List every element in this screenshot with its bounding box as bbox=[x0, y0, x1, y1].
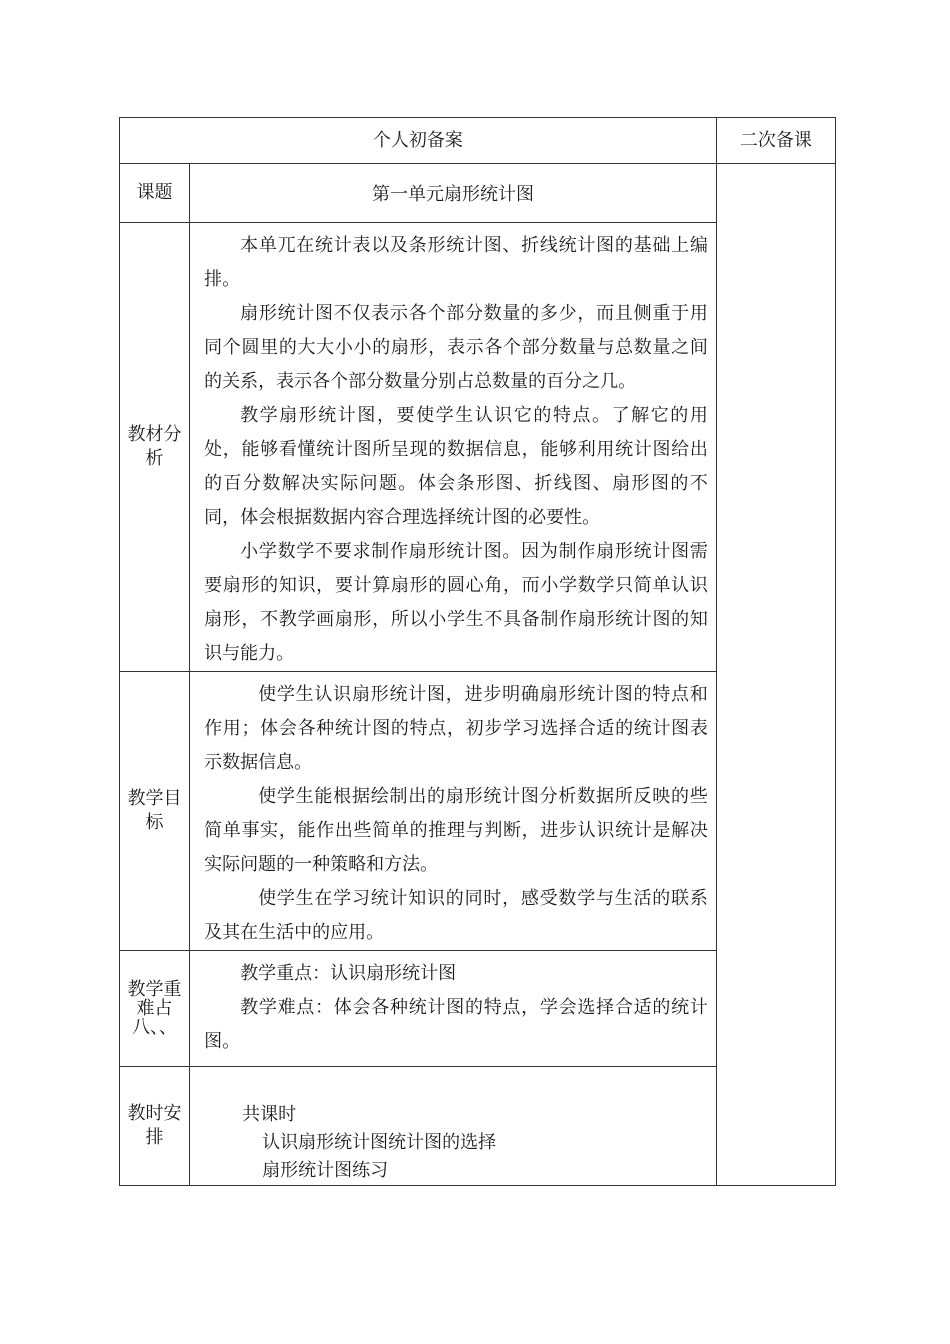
second-plan-header: 二次备课 bbox=[716, 118, 835, 164]
lesson-plan-table bbox=[119, 117, 836, 1186]
schedule-total: 共课时 bbox=[242, 1104, 297, 1125]
key-points-label-line: 难占 bbox=[136, 998, 173, 1019]
key-points-label-line: 教学重 bbox=[127, 979, 182, 1000]
key-point-text: 教学重点：认识扇形统计图 bbox=[240, 963, 457, 984]
schedule-item: 认识扇形统计图统计图的选择 bbox=[262, 1132, 497, 1153]
difficulty-text: 教学难点：体会各种统计图的特点，学会选择合适的统计图。 bbox=[204, 997, 708, 1052]
topic-value: 第一单元扇形统计图 bbox=[190, 164, 717, 223]
analysis-paragraph: 教学扇形统计图，要使学生认识它的特点。了解它的用处，能够看懂统计图所呈现的数据信息，能够利用统计图给出的百分数解决实际问题。体会条形图、折线图、扇形图的不同，体会根据数据内容合理选择统计图的必要性。 bbox=[204, 405, 708, 528]
goal-paragraph: 使学生能根据绘制出的扇形统计图分析数据所反映的些简单事实，能作出些简单的推理与判断，进步认识统计是解决实际问题的一种策略和方法。 bbox=[204, 786, 708, 875]
schedule-content bbox=[190, 1067, 717, 1186]
goal-paragraph: 使学生认识扇形统计图，进步明确扇形统计图的特点和作用；体会各种统计图的特点，初步学习选择合适的统计图表示数据信息。 bbox=[204, 684, 708, 773]
goal-paragraph: 使学生在学习统计知识的同时，感受数学与生活的联系及其在生活中的应用。 bbox=[204, 888, 708, 943]
lesson-plan-sheet bbox=[119, 117, 836, 1181]
analysis-paragraph: 扇形统计图不仅表示各个部分数量的多少，而且侧重于用同个圆里的大大小小的扇形，表示各个部分数量与总数量之间的关系，表示各个部分数量分别占总数量的百分之几。 bbox=[204, 303, 708, 392]
key-points-label-line: 八、、 bbox=[132, 1017, 178, 1038]
analysis-content bbox=[190, 223, 717, 672]
topic-label: 课题 bbox=[120, 164, 190, 223]
key-points-label bbox=[120, 951, 190, 1067]
schedule-item: 扇形统计图练习 bbox=[262, 1160, 389, 1181]
personal-plan-header: 个人初备案 bbox=[120, 118, 717, 164]
second-plan-notes-area bbox=[716, 164, 835, 1186]
analysis-paragraph: 本单兀在统计表以及条形统计图、折线统计图的基础上编排。 bbox=[204, 235, 708, 290]
schedule-label: 教时安排 bbox=[120, 1067, 190, 1186]
goals-content bbox=[190, 672, 717, 951]
key-points-content bbox=[190, 951, 717, 1067]
analysis-paragraph: 小学数学不要求制作扇形统计图。因为制作扇形统计图需要扇形的知识，要计算扇形的圆心角，而小学数学只简单认识扇形，不教学画扇形，所以小学生不具备制作扇形统计图的知识与能力。 bbox=[204, 541, 708, 664]
goals-label: 教学目标 bbox=[120, 672, 190, 951]
analysis-label: 教材分析 bbox=[120, 223, 190, 672]
